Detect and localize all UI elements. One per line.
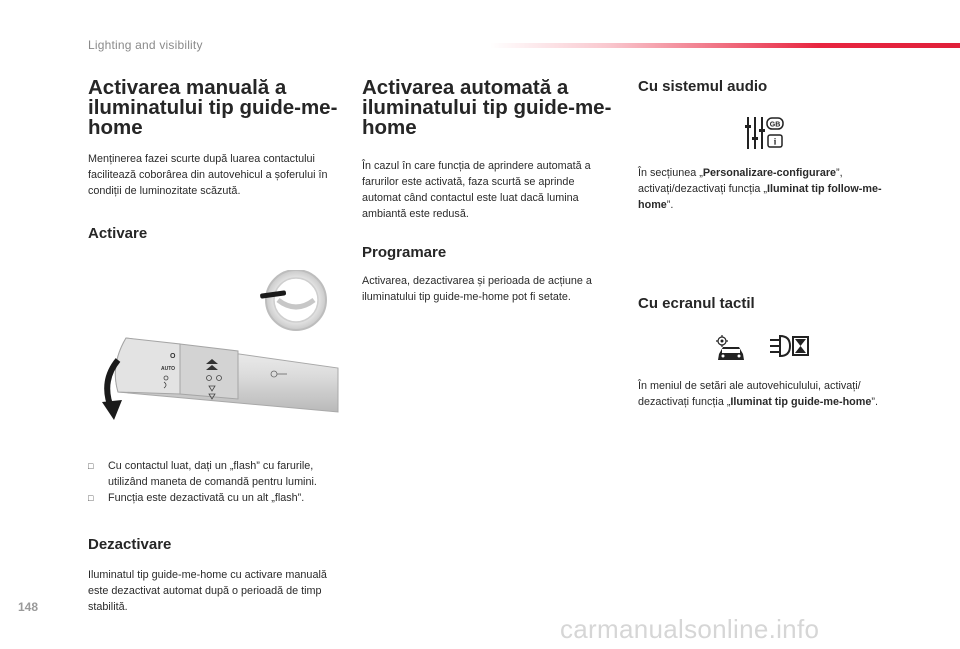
automatic-activation-column — [362, 78, 612, 305]
audio-system-text: În secțiunea „Personalizare-configurare”, activați/dezactivați funcția „Iluminat tip follow-me-home”. — [638, 167, 882, 211]
audio-settings-icon — [744, 115, 784, 151]
programming-heading: Programare — [362, 244, 447, 261]
list-item: □ Funcția este dezactivată cu un alt „flash”. — [88, 492, 305, 504]
touchscreen-icon-group — [714, 334, 810, 362]
settings-column — [638, 78, 900, 410]
manual-activation-title: Activarea manuală a iluminatului tip guide-me-home — [88, 76, 338, 139]
deactivation-text: Iluminatul tip guide-me-home cu activare manuală este dezactivat automat după o perioadă de timp stabilită. — [88, 569, 327, 613]
automatic-activation-title: Activarea automată a iluminatului tip guide-me-home — [362, 76, 612, 139]
watermark: carmanualsonline.info — [560, 614, 820, 644]
vehicle-settings-icon — [714, 334, 748, 362]
audio-system-heading: Cu sistemul audio — [638, 78, 768, 95]
sliders-icon — [745, 117, 765, 149]
automatic-activation-intro: În cazul în care funcția de aprindere automată a farurilor este activată, faza scurtă se aprinde automat când contactul este luat dacă lumina ambiantă este redusă. — [362, 160, 591, 220]
lighting-stalk-image — [88, 270, 350, 420]
touchscreen-heading: Cu ecranul tactil — [638, 295, 755, 312]
manual-activation-intro: Menținerea fazei scurte după luarea contactului facilitează coborârea din autovehicul a șoferului în condiții de luminozitate scăzută. — [88, 153, 328, 197]
page-number: 148 — [18, 600, 39, 614]
audio-settings-icon-group — [744, 115, 784, 151]
svg-text:GB: GB — [769, 121, 781, 129]
stalk-label-auto: AUTO — [161, 366, 176, 372]
deactivation-heading: Dezactivare — [88, 536, 172, 553]
section-title: Lighting and visibility — [88, 38, 203, 52]
programming-text: Activarea, dezactivarea și perioada de acțiune a iluminatului tip guide-me-home pot fi setate. — [362, 275, 592, 303]
svg-text:i: i — [773, 136, 777, 147]
lighting-stalk-illustration — [88, 270, 350, 420]
stalk-label-off: O — [170, 353, 176, 360]
list-item: □ Cu contactul luat, dați un „flash” cu farurile, utilizând maneta de comandă pentru lumini. — [88, 460, 317, 488]
touchscreen-text: În meniul de setări ale autovehiculului, activați/ dezactivați funcția „Iluminat tip guide-me-home”. — [638, 380, 878, 408]
checkbox-icon: □ — [88, 493, 94, 503]
checkbox-icon: □ — [88, 461, 94, 471]
activation-steps — [88, 458, 350, 506]
manual-activation-column — [88, 78, 350, 615]
guide-me-home-icon — [768, 334, 810, 358]
activation-heading: Activare — [88, 225, 148, 242]
header-accent-rule — [490, 43, 960, 48]
